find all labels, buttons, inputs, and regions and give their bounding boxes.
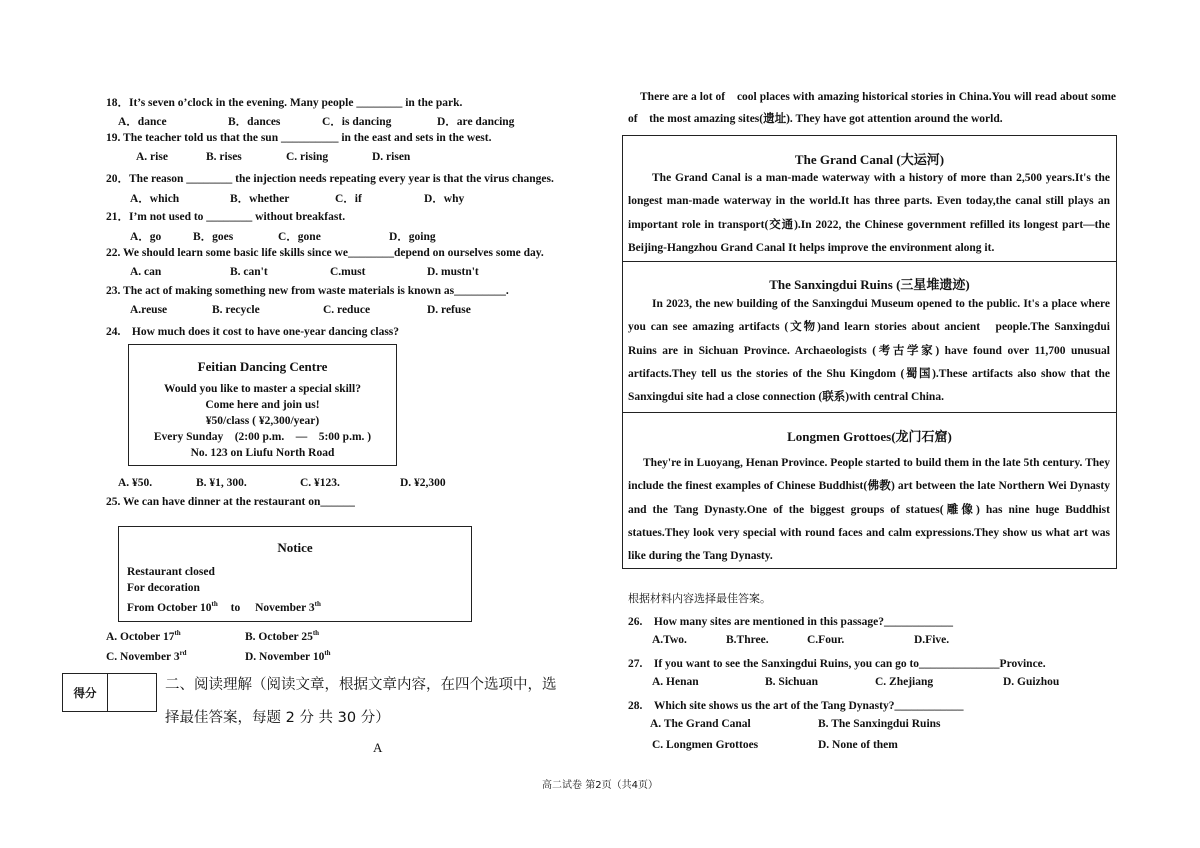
q28-stem: 28. Which site shows us the art of the Tang Dynasty?____________ [628, 700, 964, 712]
q18-option-a: A．dance [118, 116, 167, 128]
site-title-grand-canal: The Grand Canal (大运河) [794, 152, 945, 167]
option-suffix: rd [179, 649, 187, 657]
q24-option-b: B. ¥1, 300. [196, 477, 247, 489]
q20-stem: 20．The reason ________ the injection needs repeating every year is that the virus changes. [106, 173, 554, 185]
dance-ad-title: Feitian Dancing Centre [197, 359, 328, 374]
notice-line: For decoration [127, 582, 200, 594]
dance-ad-line: ¥50/class ( ¥2,300/year) [205, 415, 320, 427]
q24-option-c: C. ¥123. [300, 477, 340, 489]
dance-ad-box [128, 344, 397, 466]
table-divider [622, 412, 1117, 413]
section-heading-line1: 二、阅读理解（阅读文章，根据文章内容，在四个选项中，选 [165, 677, 557, 693]
q27-option-c: C. Zhejiang [875, 676, 934, 688]
site-text-longmen: They're in Luoyang, Henan Province. People started to build them in the late 5th century. They include the finest examples of Chinese Buddhist(佛教) art between the late Northern Wei Dynasty and the Tang Dynasty.One of the biggest groups of statues(雕像) has nine huge Buddhist statues.They look very special with round faces and calm expressions.They show us what art was like during the Tang Dynasty. [628, 457, 1110, 563]
q26-stem: 26. How many sites are mentioned in this passage?____________ [628, 616, 953, 628]
option-suffix: th [312, 629, 320, 637]
notice-title: Notice [277, 540, 313, 555]
q23-option-b: B. recycle [212, 304, 260, 316]
option-suffix: th [174, 629, 181, 637]
q23-option-c: C. reduce [323, 304, 371, 316]
q22-option-c: C.must [330, 266, 366, 278]
notice-date-suffix: th [314, 600, 321, 608]
q27-stem: 27. If you want to see the Sanxingdui Ruins, you can go to______________Province. [628, 658, 1046, 670]
score-field[interactable] [108, 674, 156, 711]
notice-to: to [230, 601, 241, 614]
q24-option-a: A. ¥50. [118, 477, 153, 489]
passage-intro: There are a lot of cool places with amazing historical stories in China.You will read about some of the most amazing sites(遗址). They have got attention around the world. [628, 91, 1116, 125]
q19-stem: 19. The teacher told us that the sun __________ in the east and sets in the west. [106, 132, 492, 144]
q19-option-b: B. rises [206, 151, 242, 163]
notice-date-from: From October 10 [127, 601, 212, 614]
q18-option-d: D．are dancing [437, 116, 515, 128]
q28-option-d: D. None of them [818, 739, 898, 751]
q26-option-b: B.Three. [726, 634, 769, 646]
q25-option-a [106, 629, 181, 643]
score-label: 得分 [63, 674, 108, 711]
passage-label: A [373, 740, 383, 755]
q19-option-d: D. risen [372, 151, 411, 163]
q21-option-a: A．go [130, 231, 162, 243]
q21-option-b: B．goes [193, 231, 234, 243]
site-title-longmen: Longmen Grottoes(龙门石窟) [787, 429, 952, 444]
site-title-sanxingdui: The Sanxingdui Ruins (三星堆遗迹) [769, 277, 970, 292]
q26-option-a: A.Two. [652, 634, 687, 646]
option-text: B. October 25 [245, 630, 313, 643]
q22-option-d: D. mustn't [427, 266, 479, 278]
q19-option-c: C. rising [286, 151, 329, 163]
q28-option-c: C. Longmen Grottoes [652, 739, 759, 751]
notice-date-suffix: th [211, 600, 218, 608]
notice-box [118, 526, 472, 622]
notice-date-to: November 3 [255, 601, 315, 614]
q22-stem: 22. We should learn some basic life skills since we________depend on ourselves some day. [106, 247, 544, 259]
dance-ad-line: Every Sunday (2:00 p.m. — 5:00 p.m. ) [153, 431, 372, 443]
option-text: A. October 17 [106, 630, 175, 643]
site-text-sanxingdui: In 2023, the new building of the Sanxingdui Museum opened to the public. It's a place where you can see amazing artifacts (文物)and learn stories about ancient people.The Sanxingdui Ruins are in Sichuan Province. Archaeologists (考古学家) have found over 11,700 unusual artifacts.They tell us the stories of the Shu Kingdom (蜀国).These artifacts also show that the Sanxingdui site had a close connection (联系)with central China. [628, 298, 1110, 404]
q21-stem: 21．I’m not used to ________ without breakfast. [106, 211, 346, 223]
q27-option-d: D. Guizhou [1003, 676, 1060, 688]
q22-option-a: A. can [130, 266, 162, 278]
q24-option-d: D. ¥2,300 [400, 477, 446, 489]
q19-option-a: A. rise [136, 151, 168, 163]
q18-option-b: B．dances [228, 116, 281, 128]
section-heading-line2: 择最佳答案，每题 2 分 共 30 分） [165, 710, 390, 726]
q20-option-a: A．which [130, 193, 180, 205]
dance-ad-line: No. 123 on Liufu North Road [190, 447, 335, 459]
dance-ad-line: Come here and join us! [205, 399, 320, 411]
notice-line [127, 596, 471, 616]
site-text-grand-canal: The Grand Canal is a man-made waterway with a history of more than 2,500 years.It's the longest man-made waterway in the world.It has three parts. Even today,the canal still plays an important role in transport(交通).In 2022, the Chinese government refilled its longest part—the Beijing-Hangzhou Grand Canal It helps improve the environment along it. [628, 172, 1110, 254]
q26-option-c: C.Four. [807, 634, 845, 646]
q18-option-c: C．is dancing [322, 116, 392, 128]
q25-option-b [245, 629, 319, 643]
q20-option-b: B．whether [230, 193, 290, 205]
table-divider [622, 261, 1117, 262]
q28-option-b: B. The Sanxingdui Ruins [818, 718, 941, 730]
q25-option-d [245, 649, 331, 663]
q21-option-c: C．gone [278, 231, 321, 243]
q25-option-c [106, 649, 187, 663]
page-footer: 高二试卷 第2页（共4页） [542, 780, 658, 791]
q20-option-c: C．if [335, 193, 362, 205]
score-box [62, 673, 157, 712]
q26-option-d: D.Five. [914, 634, 950, 646]
dance-ad-line: Would you like to master a special skill? [164, 383, 361, 395]
q25-stem: 25. We can have dinner at the restaurant on______ [106, 496, 355, 508]
q23-option-a: A.reuse [130, 304, 168, 316]
q22-option-b: B. can't [230, 266, 268, 278]
option-text: C. November 3 [106, 650, 180, 663]
q23-stem: 23. The act of making something new from waste materials is known as_________. [106, 285, 509, 297]
q24-stem: 24. How much does it cost to have one-year dancing class? [106, 326, 400, 338]
q21-option-d: D．going [389, 231, 436, 243]
q27-option-a: A. Henan [652, 676, 699, 688]
q18-stem: 18．It’s seven o’clock in the evening. Many people ________ in the park. [106, 97, 463, 109]
q27-option-b: B. Sichuan [765, 676, 819, 688]
instruction: 根据材料内容选择最佳答案。 [628, 592, 771, 605]
option-suffix: th [324, 649, 331, 657]
q20-option-d: D．why [424, 193, 465, 205]
notice-line: Restaurant closed [127, 566, 215, 578]
q23-option-d: D. refuse [427, 304, 471, 316]
option-text: D. November 10 [245, 650, 325, 663]
q28-option-a: A. The Grand Canal [650, 718, 751, 730]
